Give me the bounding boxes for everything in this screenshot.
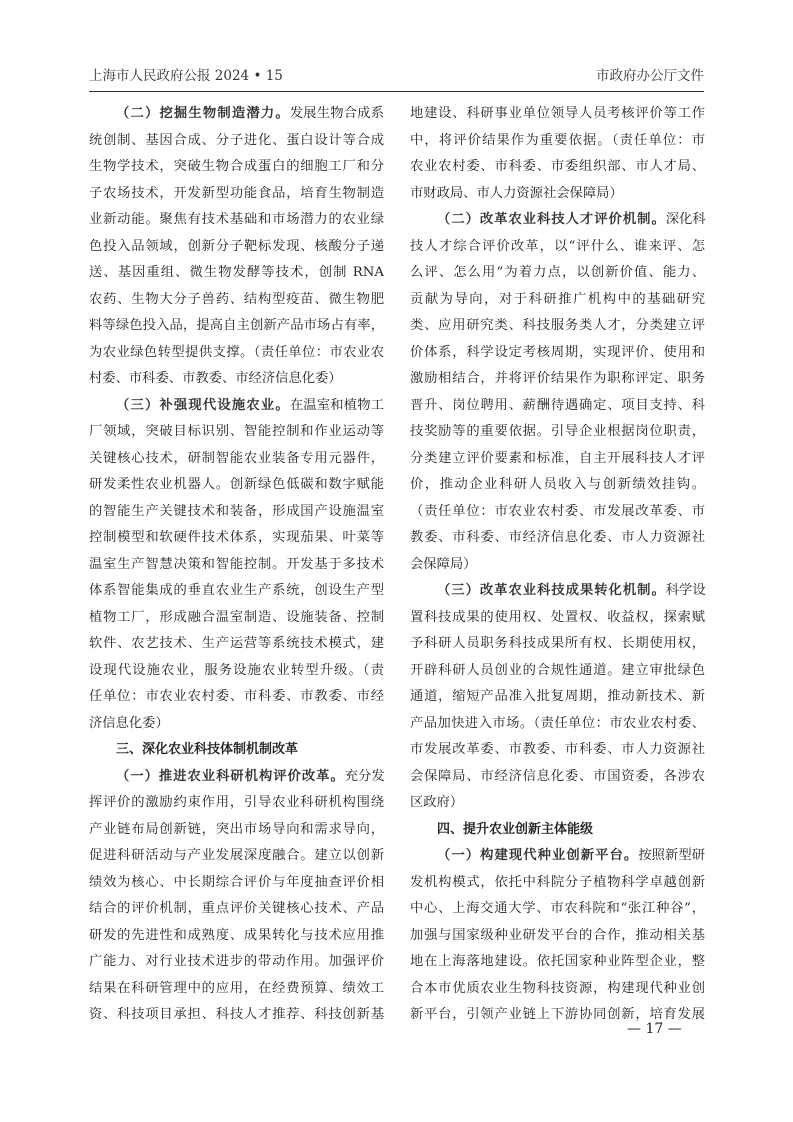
line-text: 关键核心技术，研制智能农业装备专用元器件，	[89, 450, 384, 466]
text-line	[410, 843, 705, 870]
text-line	[89, 313, 384, 340]
line-text: 技人才综合评价改革，以“评什么、谁来评、怎	[410, 238, 705, 254]
line-text: 农药、生物大分子兽药、结构型疫苗、微生物肥	[89, 291, 384, 307]
line-text: 地建设、科研事业单位领导人员考核评价等工作	[410, 106, 705, 121]
line-text: （责任单位：市农业农村委、市发展改革委、市	[410, 503, 705, 519]
text-line	[410, 472, 705, 499]
line-text: 任单位：市农业农村委、市科委、市教委、市经	[89, 689, 384, 704]
line-text: 深化科	[665, 212, 706, 227]
line-text: 在温室和植物工	[289, 397, 385, 413]
line-text: 业新动能。聚焦有技术基础和市场潜力的农业绿	[89, 212, 384, 227]
line-text: 激励相结合，并将评价结果作为职称评定、职务	[410, 371, 705, 386]
text-line	[89, 366, 384, 393]
text-line	[89, 817, 384, 844]
text-line	[89, 764, 384, 791]
text-line	[89, 1002, 384, 1029]
text-line	[89, 870, 384, 897]
text-line	[89, 154, 384, 181]
text-line	[410, 870, 705, 897]
text-line	[410, 949, 705, 976]
text-line	[89, 446, 384, 473]
line-text: 晋升、岗位聘用、薪酬待遇确定、项目支持、科	[410, 397, 705, 413]
line-text: 会保障局、市经济信息化委、市国资委，各涉农	[410, 768, 705, 784]
line-text: 统创制、基因合成、分子进化、蛋白设计等合成	[89, 132, 384, 148]
text-line	[410, 287, 705, 314]
line-text: 通道，缩短产品准入批复周期，推动新技术、新	[410, 689, 705, 704]
text-line	[410, 578, 705, 605]
line-text: 科学设	[665, 583, 706, 598]
text-line	[410, 976, 705, 1003]
text-line	[410, 313, 705, 340]
text-line	[410, 393, 705, 420]
text-line	[89, 658, 384, 685]
text-line	[410, 499, 705, 526]
text-line	[89, 101, 384, 128]
text-line	[89, 684, 384, 711]
line-text: 贡献为导向，对于科研推广机构中的基础研究	[410, 291, 705, 307]
text-line	[89, 790, 384, 817]
line-text: 挥评价的激励约束作用，引导农业科研机构围绕	[89, 795, 384, 810]
line-text: 结果在科研管理中的应用，在经费预算、绩效工	[89, 980, 384, 996]
text-line	[89, 393, 384, 420]
line-text: 市财政局、市人力资源社会保障局）	[410, 185, 623, 201]
line-text: 技奖励等的重要依据。引导企业根据岗位职责，	[410, 424, 705, 439]
header-rule	[89, 91, 704, 92]
line-text: 设现代设施农业，服务设施农业转型升级。（责	[89, 662, 384, 678]
line-text: 济信息化委）	[89, 715, 169, 731]
line-text: 子农场技术，开发新型功能食品，培育生物制造	[89, 185, 384, 201]
line-text: 置科技成果的使用权、处置权、收益权，探索赋	[410, 609, 705, 625]
text-line	[410, 525, 705, 552]
text-line	[410, 923, 705, 950]
line-text: 产业链布局创新链，突出市场导向和需求导向，	[89, 821, 384, 837]
text-line	[89, 976, 384, 1003]
line-text: 软件、农艺技术、生产运营等系统技术模式，建	[89, 636, 384, 651]
line-text: 中，将评价结果作为重要依据。（责任单位：市	[410, 132, 705, 148]
text-line	[410, 340, 705, 367]
line-text: 三、深化农业科技体制机制改革	[116, 742, 299, 757]
line-text: 新平台，引领产业链上下游协同创新，培育发展	[410, 1007, 705, 1022]
line-text: 色投入品领域，创新分子靶标发现、核酸分子递	[89, 238, 384, 254]
line-text: 产品加快进入市场。（责任单位：市农业农村委、	[410, 715, 705, 731]
text-line	[89, 949, 384, 976]
line-text: 加强与国家级种业研发平台的合作，推动相关基	[410, 927, 705, 943]
text-line	[89, 525, 384, 552]
text-line	[410, 684, 705, 711]
line-text: 地在上海落地建设。依托国家种业阵型企业，整	[410, 954, 705, 969]
text-line	[89, 605, 384, 632]
text-line	[89, 711, 384, 738]
text-line	[89, 260, 384, 287]
text-line	[410, 711, 705, 738]
line-text: 料等绿色投入品，提高自主创新产品市场占有率，	[89, 318, 384, 333]
text-line	[410, 234, 705, 261]
text-line	[410, 207, 705, 234]
line-text: 农业农村委、市科委、市委组织部、市人才局、	[410, 159, 705, 174]
text-line	[410, 764, 705, 791]
line-text: 市发展改革委、市教委、市科委、市人力资源社	[410, 742, 705, 757]
text-line	[89, 631, 384, 658]
text-line	[89, 896, 384, 923]
line-text: 发展生物合成系	[289, 106, 385, 121]
text-line	[89, 234, 384, 261]
line-text: 村委、市科委、市教委、市经济信息化委）	[89, 371, 342, 386]
publication-title: 上海市人民政府公报 2024 • 15	[89, 68, 283, 84]
line-text: 温室生产智慧决策和智能控制。开发基于多技术	[89, 556, 384, 572]
line-text: 么评、怎么用”为着力点，以创新价值、能力、	[410, 265, 705, 280]
text-line	[410, 181, 705, 208]
line-text: 广能力、对行业技术进步的带动作用。加强评价	[89, 954, 384, 969]
line-text: 类、应用研究类、科技服务类人才，分类建立评	[410, 318, 705, 333]
text-line	[89, 499, 384, 526]
text-line	[410, 419, 705, 446]
line-text: 区政府）	[410, 795, 464, 810]
text-line	[410, 896, 705, 923]
text-line	[410, 737, 705, 764]
text-line	[410, 605, 705, 632]
line-text: 研发柔性农业机器人。创新绿色低碳和数字赋能	[89, 477, 384, 492]
section-heading	[89, 737, 384, 764]
line-text: 发机构模式，依托中科院分子植物科学卓越创新	[410, 874, 705, 890]
left-column	[89, 101, 384, 1029]
line-text: 按照新型研	[638, 848, 706, 863]
text-line	[410, 658, 705, 685]
subsection-lead: （二）挖掘生物制造潜力。	[116, 106, 290, 121]
line-text: 分类建立评价要素和标准，自主开展科技人才评	[410, 450, 705, 466]
line-text: 体系智能集成的垂直农业生产系统，创设生产型	[89, 583, 384, 598]
subsection-lead: （二）改革农业科技人才评价机制。	[437, 212, 666, 227]
text-line	[410, 631, 705, 658]
text-line	[89, 287, 384, 314]
line-text: 价，推动企业科研人员收入与创新绩效挂钩。	[410, 477, 705, 492]
line-text: 充分发	[344, 768, 385, 784]
line-text: 价体系，科学设定考核周期，实现评价、使用和	[410, 344, 705, 360]
line-text: 中心、上海交通大学、市农科院和“张江种谷”，	[410, 901, 705, 916]
page-number: — 17 —	[627, 1021, 682, 1037]
text-line	[410, 101, 705, 128]
text-line	[410, 790, 705, 817]
line-text: 送、基因重组、微生物发酵等技术，创制 RNA	[89, 265, 384, 280]
line-text: 开辟科研人员创业的合规性通道。建立审批绿色	[410, 662, 705, 678]
line-text: 研发的先进性和成熟度、成果转化与技术应用推	[89, 927, 384, 943]
text-line	[410, 128, 705, 155]
text-line	[89, 923, 384, 950]
text-line	[89, 181, 384, 208]
subsection-lead: （一）推进农业科研机构评价改革。	[116, 768, 345, 784]
text-line	[89, 340, 384, 367]
text-line	[410, 366, 705, 393]
line-text: 予科研人员职务科技成果所有权、长期使用权，	[410, 636, 705, 651]
text-line	[89, 207, 384, 234]
line-text: 合本市优质农业生物科技资源，构建现代种业创	[410, 980, 705, 996]
subsection-lead: （一）构建现代种业创新平台。	[437, 848, 639, 863]
line-text: 四、提升农业创新主体能级	[437, 821, 594, 837]
text-line	[410, 260, 705, 287]
line-text: 的智能生产关键技术和装备，形成国产设施温室	[89, 503, 384, 519]
text-line	[410, 552, 705, 579]
text-line	[410, 446, 705, 473]
line-text: 会保障局）	[410, 556, 477, 572]
line-text: 促进科研活动与产业发展深度融合。建立以创新	[89, 848, 384, 863]
right-column	[410, 101, 705, 1029]
section-title: 市政府办公厅文件	[596, 68, 704, 84]
line-text: 厂领域，突破目标识别、智能控制和作业运动等	[89, 424, 384, 439]
line-text: 生物学技术，突破生物合成蛋白的细胞工厂和分	[89, 159, 384, 174]
text-line	[89, 843, 384, 870]
text-line	[89, 472, 384, 499]
line-text: 植物工厂，形成融合温室制造、设施装备、控制	[89, 609, 384, 625]
section-heading	[410, 817, 705, 844]
text-line	[410, 154, 705, 181]
text-line	[89, 552, 384, 579]
line-text: 教委、市科委、市经济信息化委、市人力资源社	[410, 530, 705, 545]
line-text: 绩效为核心、中长期综合评价与年度抽查评价相	[89, 874, 384, 890]
subsection-lead: （三）补强现代设施农业。	[116, 397, 290, 413]
line-text: 结合的评价机制，重点评价关键核心技术、产品	[89, 901, 384, 916]
text-line	[89, 578, 384, 605]
line-text: 控制模型和软硬件技术体系，实现茄果、叶菜等	[89, 530, 384, 545]
text-line	[89, 419, 384, 446]
line-text: 资、科技项目承担、科技人才推荐、科技创新基	[89, 1007, 384, 1022]
line-text: 为农业绿色转型提供支撑。（责任单位：市农业农	[89, 344, 384, 360]
text-line	[89, 128, 384, 155]
subsection-lead: （三）改革农业科技成果转化机制。	[437, 583, 666, 598]
